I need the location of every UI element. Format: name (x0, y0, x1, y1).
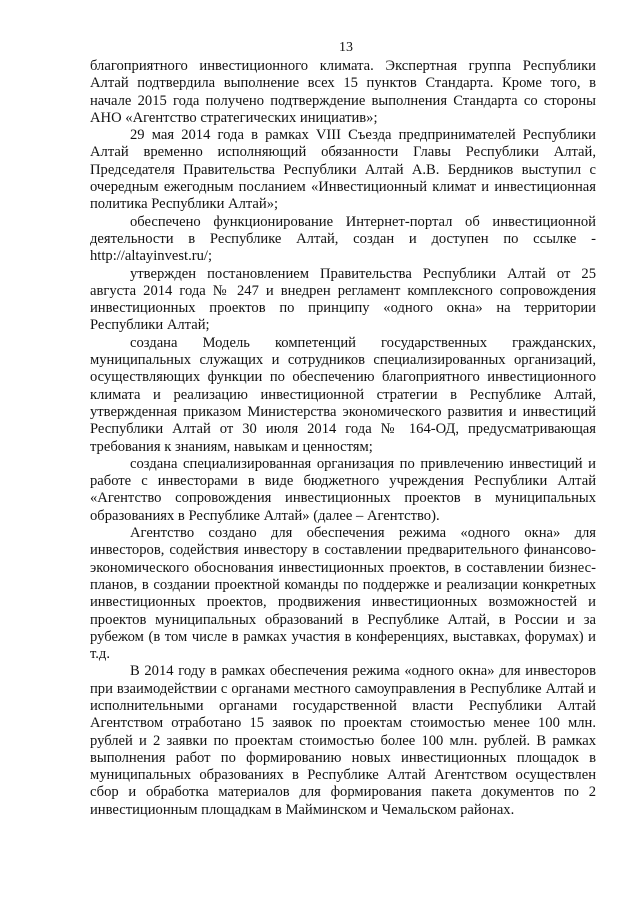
paragraph-one-window-regulation: утвержден постановлением Правительства Республики Алтай от 25 августа 2014 года № 247 и внедрен регламент комплексного сопровождения инвестиционных проектов по принципу «одного окна» на территории Республики Алтай; (90, 265, 596, 334)
paragraph-congress-address: 29 мая 2014 года в рамках VIII Съезда предпринимателей Республики Алтай временно исполняющий обязанности Главы Республики Алтай, Председателя Правительства Республики Алтай А.В. Бердников выступил с очередным ежегодным посланием «Инвестиционный климат и инвестиционная политика Республики Алтай»; (90, 127, 596, 213)
paragraph-internet-portal: обеспечено функционирование Интернет-портал об инвестиционной деятельности в Республике Алтай, создан и доступен по ссылке - http://altayinvest.ru/; (90, 213, 596, 265)
paragraph-agency-purpose: Агентство создано для обеспечения режима «одного окна» для инвесторов, содействия инвестору в составлении предварительного финансово-экономического обоснования инвестиционных проектов, в составлении бизнес-планов, в создании проектной команды по поддержке и реализации конкретных инвестиционных проектов, продвижения инвестиционных возможностей и проектов муниципальных образований в Республике Алтай, в России и за рубежом (в том числе в рамках участия в конференциях, выставках, форумах) и т.д. (90, 525, 596, 663)
paragraph-2014-results: В 2014 году в рамках обеспечения режима «одного окна» для инвесторов при взаимодействии с органами местного самоуправления в Республике Алтай и исполнительными органами государственной власти Республики Алтай Агентством отработано 15 заявок по проектам стоимостью менее 100 млн. рублей и 2 заявки по проектам стоимостью более 100 млн. рублей. В рамках выполнения работ по формированию новых инвестиционных площадок в муниципальных образованиях в Республике Алтай Агентством осуществлен сбор и обработка материалов для формирования пакета документов по 2 инвестиционным площадкам в Майминском и Чемальском районах. (90, 663, 596, 818)
paragraph-investment-climate-standard: благоприятного инвестиционного климата. Экспертная группа Республики Алтай подтвердила выполнение всех 15 пунктов Стандарта. Кроме того, в начале 2015 года получено подтверждение выполнения Стандарта со стороны АНО «Агентство стратегических инициатив»; (90, 58, 596, 126)
paragraph-agency-created: создана специализированная организация по привлечению инвестиций и работе с инвесторами в виде бюджетного учреждения Республики Алтай «Агентство сопровождения инвестиционных проектов в муниципальных образованиях в Республике Алтай» (далее – Агентство). (90, 455, 596, 524)
paragraph-competency-model: создана Модель компетенций государственных гражданских, муниципальных служащих и сотрудников специализированных организаций, осуществляющих функции по обеспечению благоприятного инвестиционного климата и реализацию инвестиционной стратегии в Республике Алтай, утвержденная приказом Министерства экономического развития и инвестиций Республики Алтай от 30 июля 2014 года № 164-ОД, предусматривающая требования к знаниям, навыкам и ценностям; (90, 334, 596, 455)
page-number: 13 (339, 40, 353, 55)
